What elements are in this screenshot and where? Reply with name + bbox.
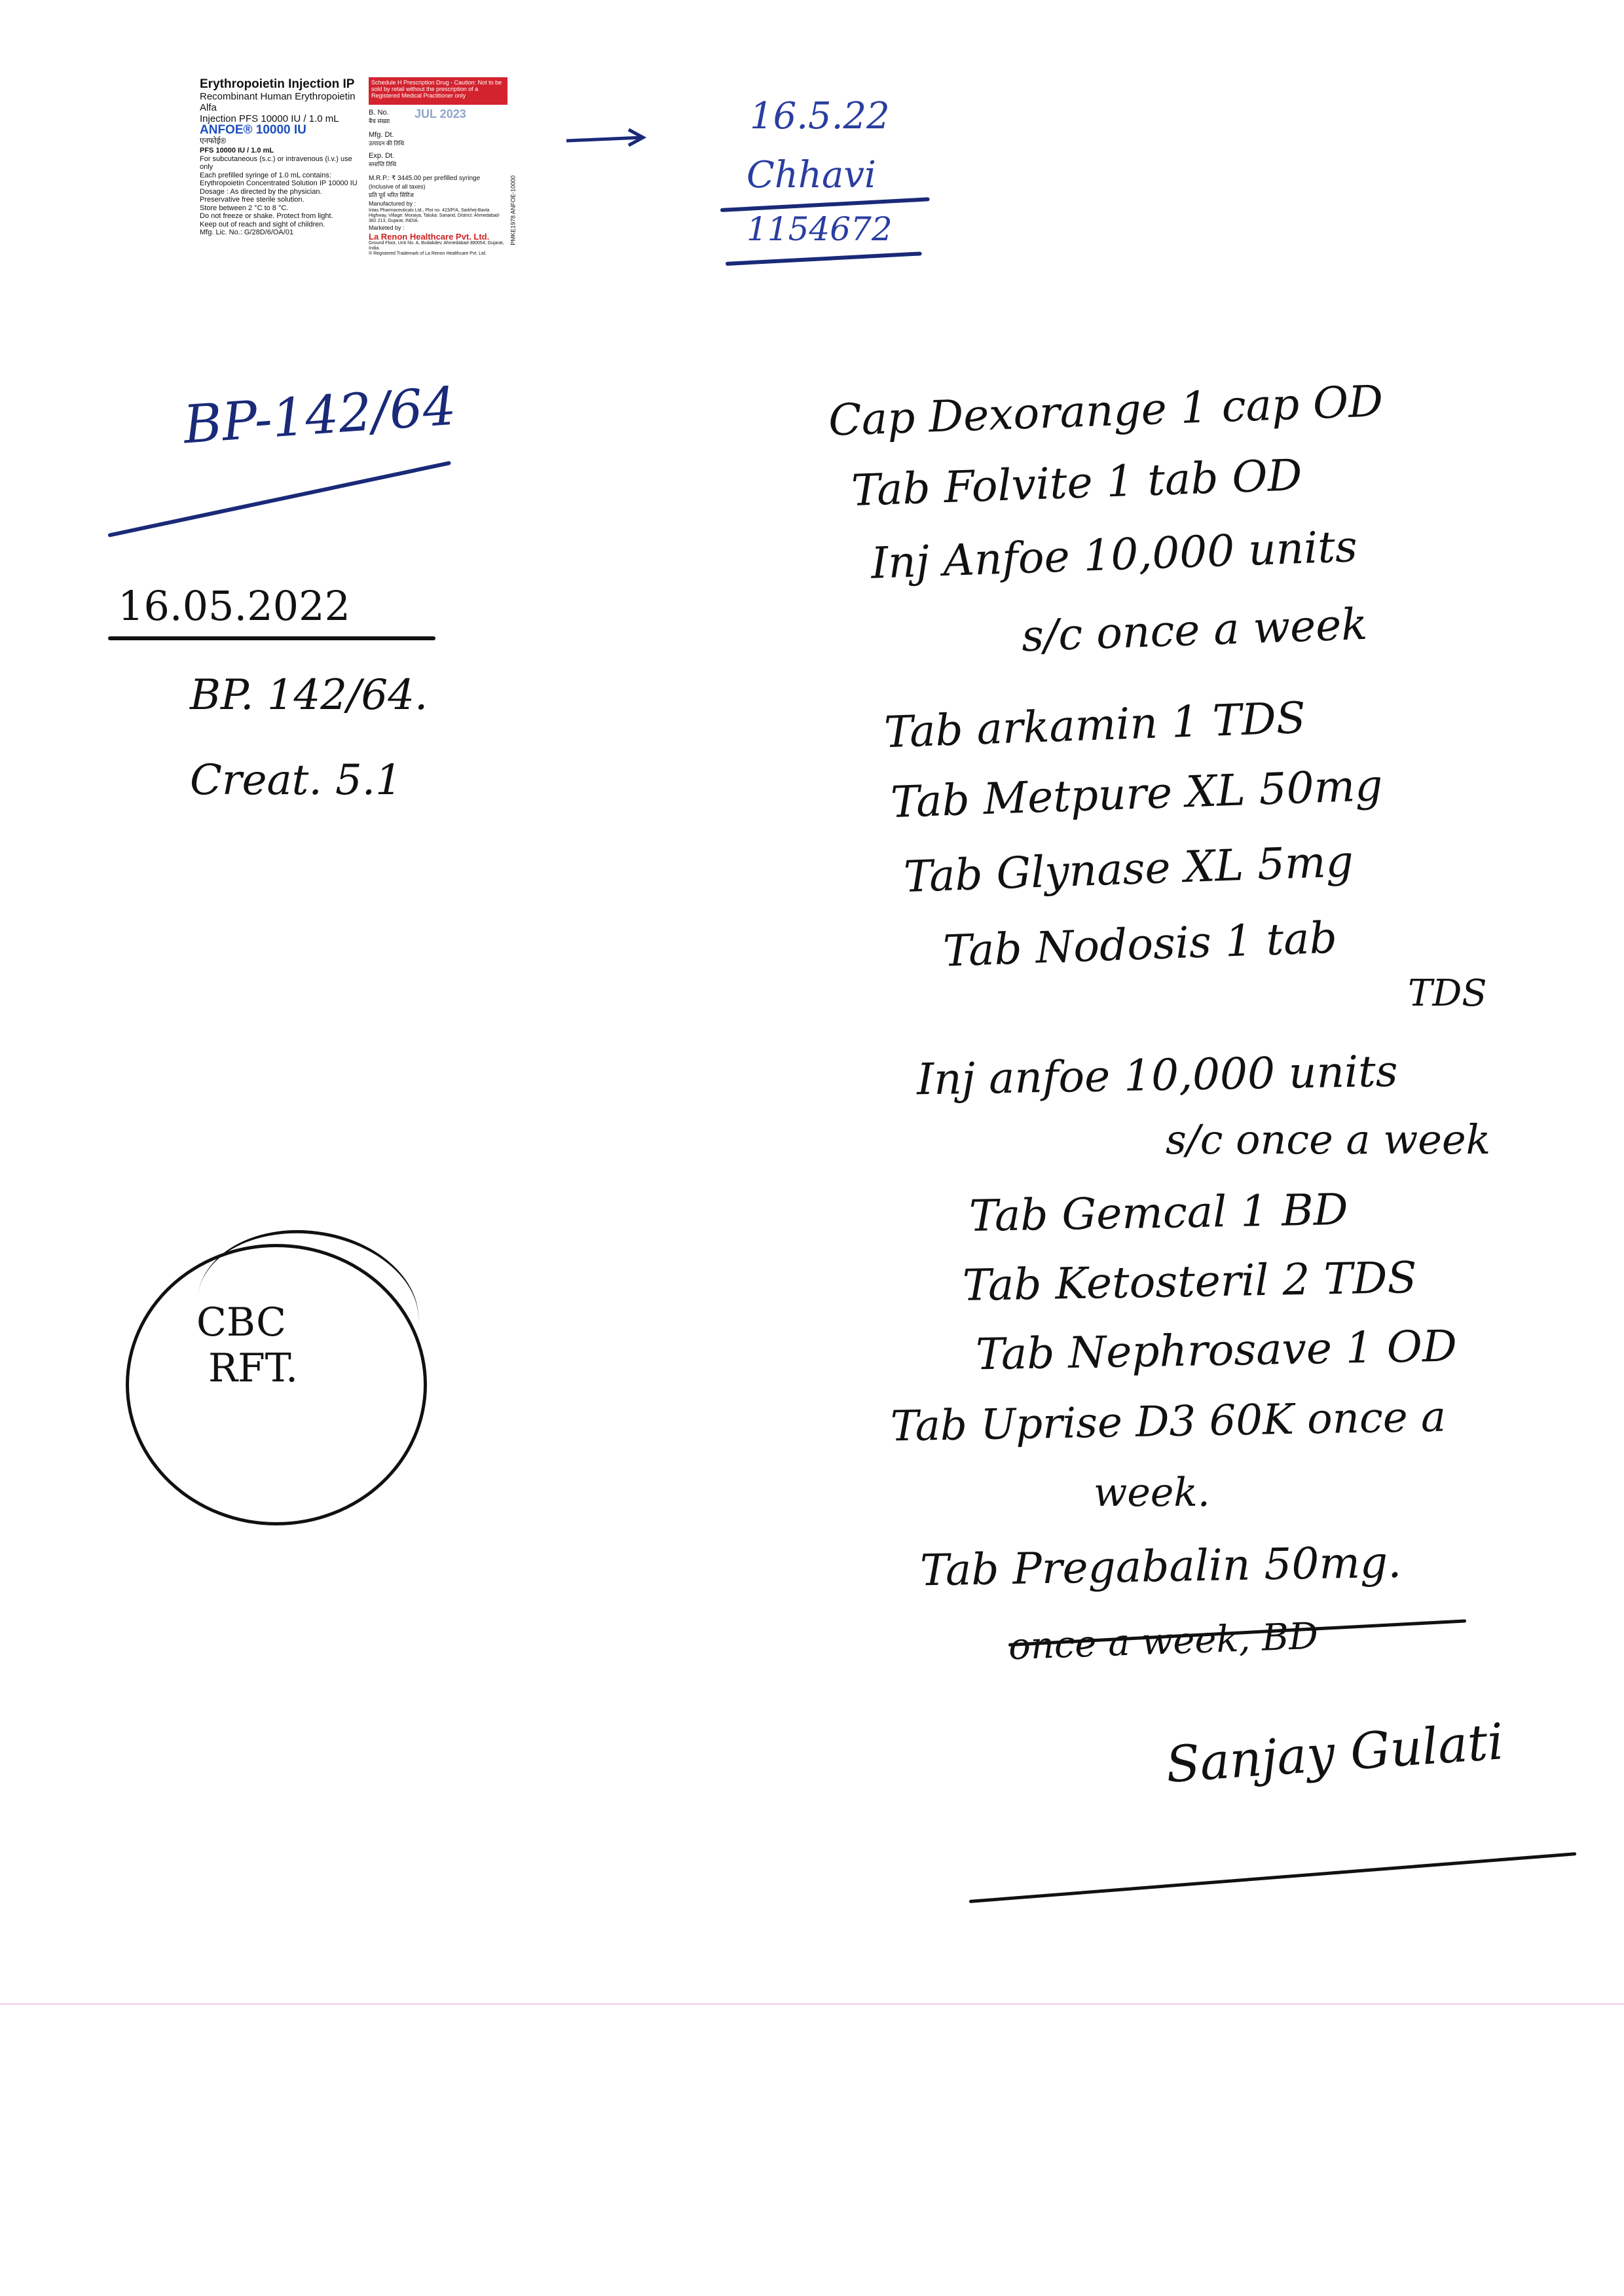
rx-line-13: Tab Ketosteril 2 TDS bbox=[962, 1252, 1418, 1311]
label-brand: ANFOE® 10000 IU bbox=[200, 123, 306, 137]
rx-line-14: Tab Nephrosave 1 OD bbox=[975, 1321, 1458, 1380]
rx-line-8: Tab Nodosis 1 tab bbox=[942, 912, 1338, 977]
top-right-number: 1154672 bbox=[747, 210, 893, 248]
rx-line-15: Tab Uprise D3 60K once a bbox=[890, 1393, 1447, 1451]
label-route: For subcutaneous (s.c.) or intravenous (i.v.) use only bbox=[200, 155, 352, 171]
label-reach: Keep out of reach and sight of children. bbox=[200, 220, 325, 228]
top-right-date: 16.5.22 bbox=[750, 95, 890, 137]
rx-line-3: Inj Anfoe 10,000 units bbox=[870, 521, 1358, 589]
label-mrp-hindi: प्रति पूर्व भरित सिरिंज bbox=[369, 192, 414, 198]
label-marketed-by: Marketed by : bbox=[369, 225, 405, 231]
label-manufacturer-address: Intas Pharmaceuticals Ltd., Plot no. 423/P/A, Sarkhej-Bavla Highway, Village: Moraiya, Taluka: Sanand, District: Ahmedabad-382 213, Gujarat, INDIA. bbox=[369, 208, 500, 223]
rx-line-1: Cap Dexorange 1 cap OD bbox=[827, 376, 1384, 446]
label-contains-1: Each prefilled syringe of 1.0 mL contains: bbox=[200, 171, 331, 179]
rx-line-7: Tab Glynase XL 5mg bbox=[902, 836, 1355, 902]
arrow-icon bbox=[563, 124, 648, 151]
top-right-underline-2 bbox=[726, 251, 922, 266]
label-marketer: La Renon Healthcare Pvt. Ltd. bbox=[369, 232, 490, 242]
visit-date: 16.05.2022 bbox=[118, 582, 350, 630]
circle-cbc: CBC bbox=[196, 1300, 287, 1345]
label-dosage: Dosage : As directed by the physician. bbox=[200, 187, 322, 196]
label-marketer-address: Ground Floor, Unit No. A, Bodakdev, Ahmedabad-380054, Gujarat, India. bbox=[369, 241, 504, 251]
label-exp-date-hindi: समाप्ति तिथि bbox=[369, 161, 397, 168]
label-mfg-lic: Mfg. Lic. No.: G/28D/6/OA/01 bbox=[200, 228, 294, 236]
scan-divider bbox=[0, 2003, 1624, 2005]
label-batch-hindi: बैच संख्या bbox=[369, 118, 390, 124]
signature: Sanjay Gulati bbox=[1164, 1712, 1505, 1794]
label-mrp: M.R.P.: ₹ 3445.00 per prefilled syringe bbox=[369, 175, 481, 182]
label-batch: B. No. bbox=[369, 109, 389, 117]
label-mfg-date: Mfg. Dt. bbox=[369, 131, 394, 139]
rx-line-17: Tab Pregabalin 50mg. bbox=[919, 1537, 1402, 1596]
label-manufacturer-intro: Manufactured by : bbox=[369, 200, 416, 207]
rx-line-6: Tab Metpure XL 50mg bbox=[889, 759, 1384, 828]
signature-line bbox=[969, 1852, 1577, 1903]
label-contains-2: Erythropoietin Concentrated Solution IP 10000 IU bbox=[200, 179, 358, 187]
label-brand-hindi: एनफोई® bbox=[200, 136, 227, 145]
rx-line-16: week. bbox=[1094, 1470, 1210, 1516]
label-description-2: Injection PFS 10000 IU / 1.0 mL bbox=[200, 113, 339, 124]
bp-header-underline bbox=[107, 461, 451, 538]
rx-line-4: s/c once a week bbox=[1020, 598, 1369, 662]
label-description-1: Recombinant Human Erythropoietin Alfa bbox=[200, 91, 356, 113]
rx-line-9: TDS bbox=[1408, 972, 1487, 1015]
bp-reading: BP. 142/64. bbox=[190, 671, 428, 720]
rx-line-12: Tab Gemcal 1 BD bbox=[969, 1184, 1349, 1242]
visit-date-underline bbox=[108, 636, 435, 640]
label-side-code: PMKE1978 ANFOE-10000 bbox=[510, 175, 517, 246]
label-exp-date: Exp. Dt. bbox=[369, 152, 395, 160]
label-trademark: ® Registered Trademark of La Renon Healthcare Pvt. Ltd. bbox=[369, 251, 487, 256]
label-generic: Erythropoietin Injection IP bbox=[200, 77, 355, 91]
label-no-freeze: Do not freeze or shake. Protect from light. bbox=[200, 212, 333, 220]
circle-rft: RFT. bbox=[208, 1345, 299, 1391]
medicine-label bbox=[200, 77, 517, 256]
top-right-name: Chhavi bbox=[747, 154, 876, 196]
rx-line-5: Tab arkamin 1 TDS bbox=[883, 692, 1307, 758]
label-pfs: PFS 10000 IU / 1.0 mL bbox=[200, 147, 274, 155]
rx-line-2: Tab Folvite 1 tab OD bbox=[850, 450, 1303, 516]
label-store: Store between 2 °C to 8 °C. bbox=[200, 204, 289, 212]
label-warning-box: Schedule H Prescription Drug - Caution: Not to be sold by retail without the prescription of a Registered Medical Practitioner only bbox=[369, 77, 507, 105]
label-mrp-note: (Inclusive of all taxes) bbox=[369, 183, 426, 190]
rx-line-10: Inj anfoe 10,000 units bbox=[916, 1046, 1399, 1105]
rx-line-11: s/c once a week bbox=[1166, 1116, 1491, 1163]
rx-line-18: once a week, BD bbox=[1007, 1614, 1320, 1669]
label-mfg-date-hindi: उत्पादन की तिथि bbox=[369, 140, 405, 147]
bp-header: BP-142/64 bbox=[181, 375, 458, 456]
label-left-column bbox=[200, 77, 363, 237]
creatinine-reading: Creat. 5.1 bbox=[190, 756, 402, 805]
label-exp-stamp: JUL 2023 bbox=[415, 107, 466, 120]
label-right-column bbox=[369, 77, 507, 257]
label-preservative: Preservative free sterile solution. bbox=[200, 196, 304, 204]
